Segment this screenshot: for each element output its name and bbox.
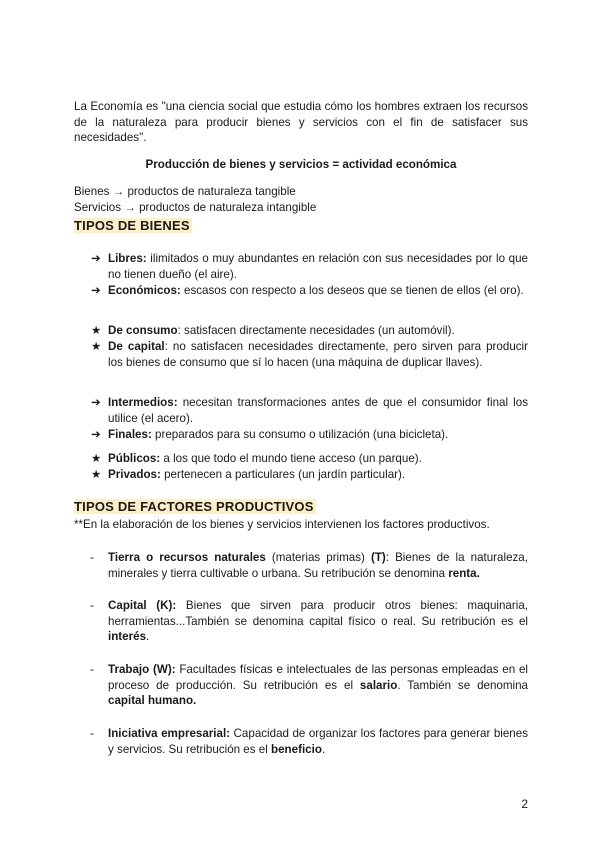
item-tierra (90, 550, 528, 581)
item-finales (91, 427, 528, 443)
mid-tierra: (materias primas) (265, 551, 371, 564)
factores-note: **En la elaboración de los bienes y servicios intervienen los factores productivos. (74, 518, 490, 531)
term-iniciativa: Iniciativa empresarial: (108, 727, 231, 740)
term-libres: Libres: (108, 252, 147, 265)
star-icon: ★ (91, 340, 102, 353)
item-capital (91, 339, 528, 370)
arrow-icon: ➔ (91, 428, 101, 441)
term-economicos: Económicos: (108, 284, 181, 297)
desc-libres: ilimitados o muy abundantes en relación con sus necesidades por lo que no tienen dueño (el aire). (108, 252, 528, 281)
star-icon: ★ (91, 468, 102, 481)
ret2-trabajo: capital humano. (108, 694, 197, 707)
desc-intermedios: necesitan transformaciones antes de que el consumidor final los utilice (el acero). (108, 396, 528, 425)
term-intermedios: Intermedios: (108, 396, 178, 409)
dash-bullet: - (90, 551, 94, 564)
arrow-icon: ➔ (91, 284, 101, 297)
item-consumo (91, 323, 528, 339)
bienes-line: Bienes → productos de naturaleza tangible (74, 185, 296, 198)
page-number: 2 (521, 797, 528, 811)
item-economicos (91, 283, 528, 299)
term-consumo: De consumo (108, 324, 178, 337)
desc-tierra: : Bienes de la naturaleza, minerales y tierra cultivable o urbana. Su retribución se denomina (108, 551, 528, 580)
item-publicos (91, 451, 528, 467)
term-tierra: Tierra o recursos naturales (108, 551, 266, 564)
intro-paragraph: La Economía es "una ciencia social que estudia cómo los hombres extraen los recursos de la naturaleza para producir bienes y servicios con el fin de satisfacer sus necesidades". (74, 100, 528, 144)
item-iniciativa (90, 726, 528, 757)
term-capital-k: Capital (K): (108, 599, 177, 612)
arrow-icon: ➔ (91, 252, 101, 265)
star-icon: ★ (91, 324, 102, 337)
servicios-line: Servicios → productos de naturaleza intangible (74, 201, 317, 214)
item-trabajo (90, 662, 528, 709)
desc2-trabajo: . También se denomina (397, 678, 528, 692)
desc-trabajo: Facultades físicas e intelectuales de las personas empleadas en el proceso de producción. Su retribución es el (108, 663, 528, 692)
item-capital-k (90, 598, 528, 645)
desc-iniciativa: Capacidad de organizar los factores para generar bienes y servicios. Su retribución es el (108, 727, 528, 756)
ret-trabajo: salario (359, 678, 398, 692)
center-title: Producción de bienes y servicios = actividad económica (145, 158, 457, 171)
ret-capital-k: interés (108, 630, 147, 643)
term-finales: Finales: (108, 428, 152, 441)
desc-finales: preparados para su consumo o utilización (una bicicleta). (151, 428, 449, 441)
term-capital: De capital (108, 340, 165, 353)
dash-bullet: - (90, 727, 94, 740)
term-privados: Privados: (108, 468, 161, 481)
arrow-icon: ➔ (91, 396, 101, 409)
desc-capital-k: Bienes que sirven para producir otros bienes: maquinaria, herramientas...También se denomina capital físico o real. Su retribución es el (108, 599, 528, 628)
item-intermedios (91, 395, 528, 426)
ret-iniciativa: beneficio (271, 742, 322, 756)
desc-publicos: a los que todo el mundo tiene acceso (un parque). (160, 452, 422, 465)
star-icon: ★ (91, 452, 102, 465)
tipos-bienes-heading: TIPOS DE BIENES (74, 218, 190, 233)
dash-bullet: - (90, 663, 94, 676)
desc-capital: : no satisfacen necesidades directamente, pero sirven para producir los bienes de consumo que sí lo hacen (una máquina de duplicar llaves). (108, 340, 528, 369)
term-trabajo: Trabajo (W): (108, 663, 176, 676)
desc-economicos: escasos con respecto a los deseos que se tienen de ellos (el oro). (180, 284, 524, 297)
item-libres (91, 251, 528, 282)
tipos-factores-heading: TIPOS DE FACTORES PRODUCTIVOS (74, 499, 314, 514)
ret-tierra: renta. (448, 566, 480, 580)
end-iniciativa: . (321, 742, 326, 756)
dash-bullet: - (90, 599, 94, 612)
term-publicos: Públicos: (108, 452, 161, 465)
item-privados (91, 467, 528, 483)
code-tierra: (T) (370, 551, 386, 564)
end-capital-k: . (146, 630, 150, 643)
desc-privados: pertenecen a particulares (un jardín particular). (160, 468, 406, 481)
desc-consumo: : satisfacen directamente necesidades (un automóvil). (177, 324, 455, 337)
